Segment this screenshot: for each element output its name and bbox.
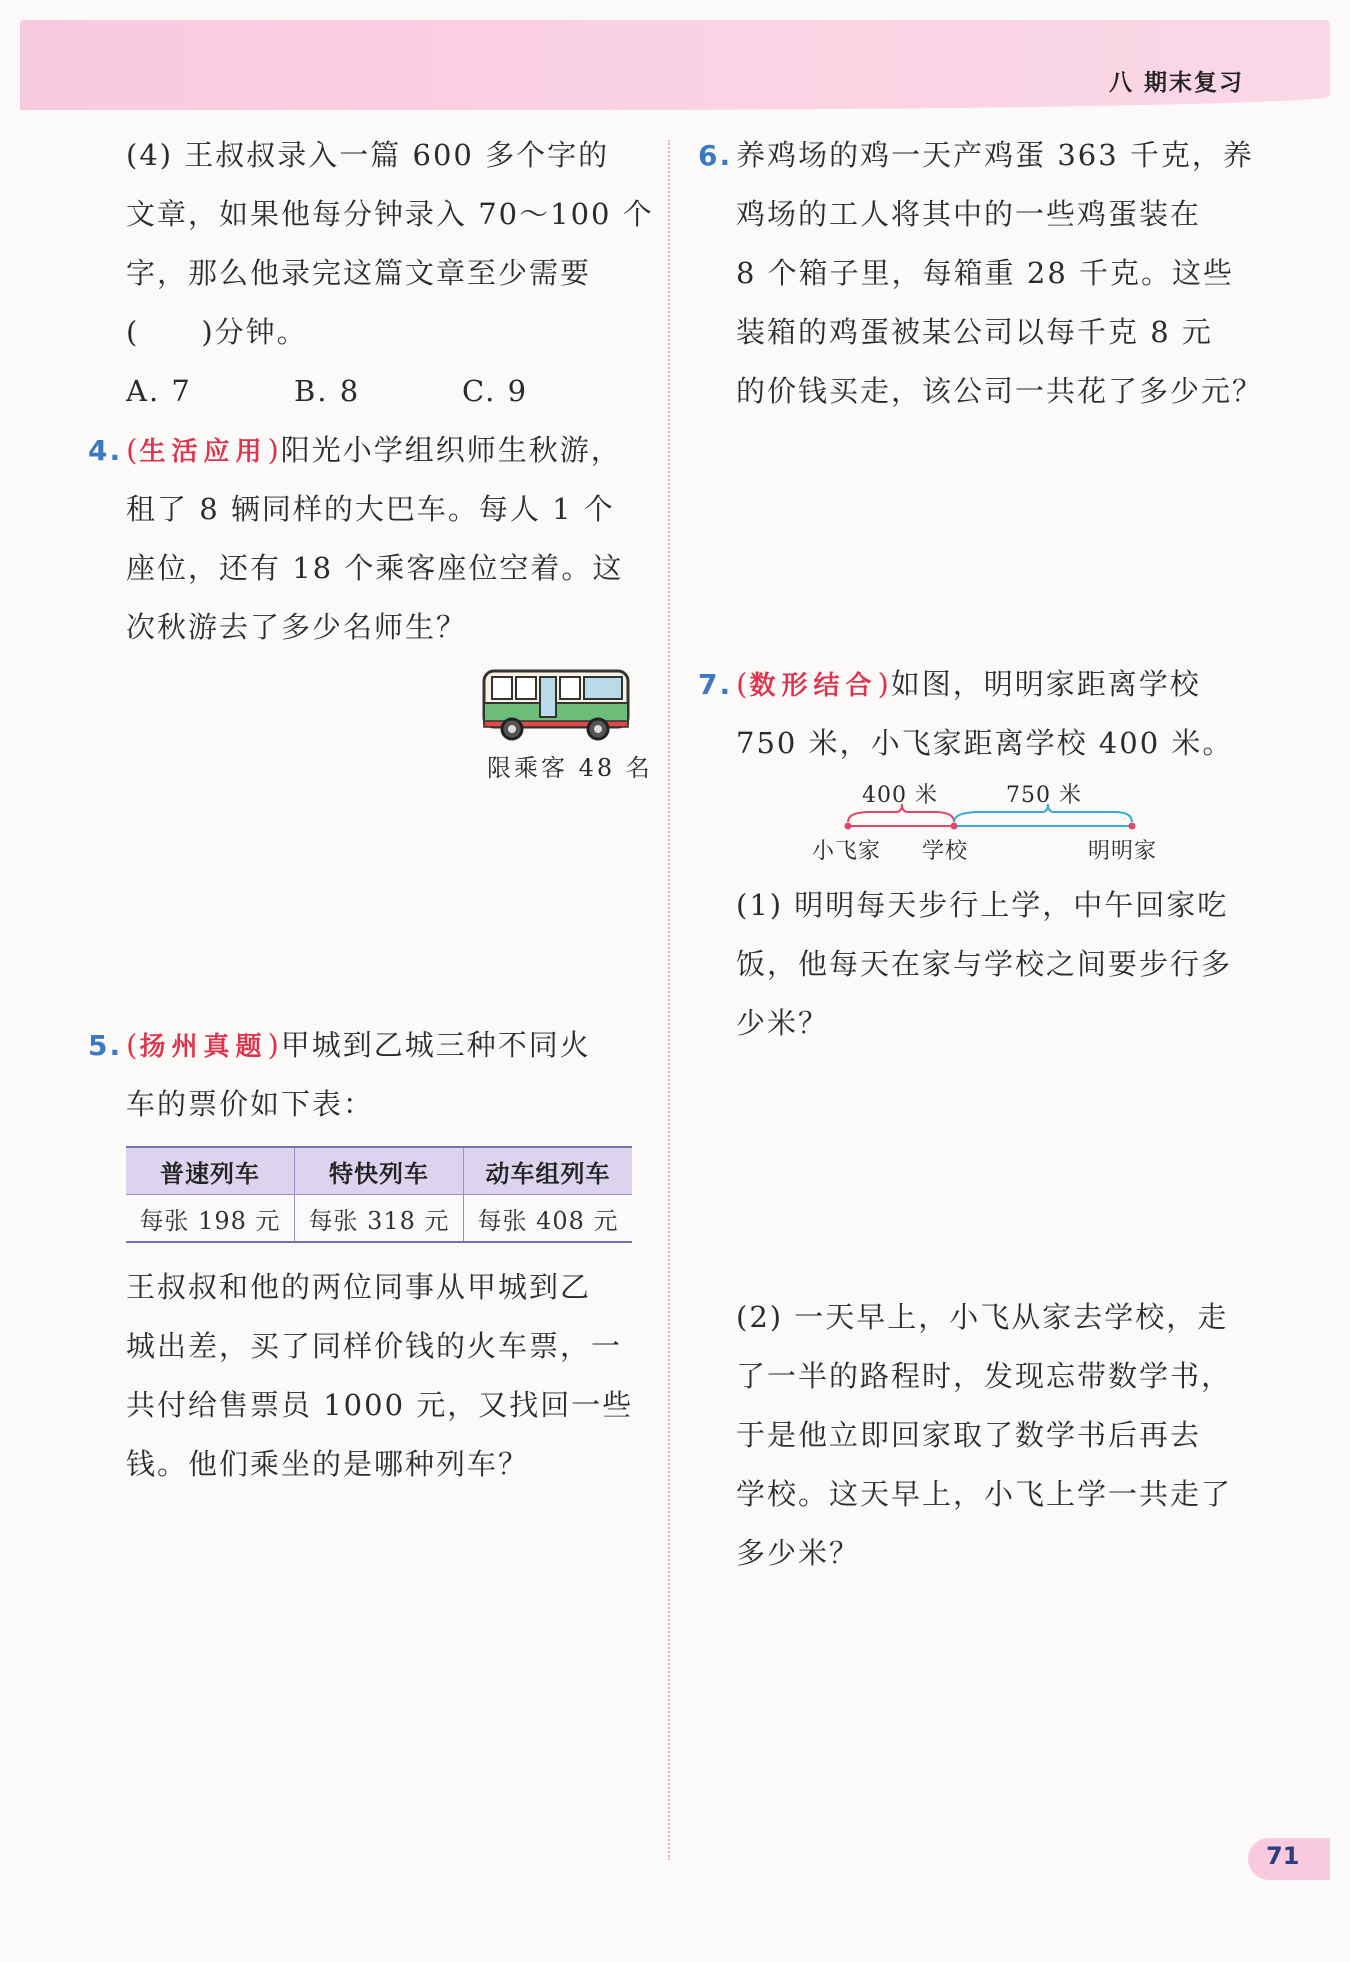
text-line: 750 米，小飞家距离学校 400 米。: [736, 726, 1234, 760]
bus-capacity-caption: 限乘客 48 名: [487, 754, 653, 782]
text-line: 租了 8 辆同样的大巴车。每人 1 个: [126, 492, 615, 526]
question-5-first-line: 5. (扬州真题)甲城到乙城三种不同火: [88, 1016, 591, 1075]
text-line: 的价钱买走，该公司一共花了多少元？: [736, 374, 1264, 408]
question-tag: 扬州真题: [139, 1032, 268, 1062]
text-line: 钱。他们乘坐的是哪种列车？: [126, 1447, 530, 1481]
page-number: 71: [1266, 1842, 1300, 1870]
table-cell: 每张 408 元: [464, 1195, 632, 1243]
bus-illustration: [478, 665, 634, 743]
question-tag: 生活应用: [139, 437, 268, 467]
table-header: 普速列车: [126, 1147, 294, 1195]
table-cell: 每张 198 元: [126, 1195, 294, 1243]
text-line: 8 个箱子里，每箱重 28 千克。这些: [736, 256, 1235, 290]
text-line: 王叔叔和他的两位同事从甲城到乙: [126, 1270, 592, 1304]
text-line: 甲城到乙城三种不同火: [280, 1028, 591, 1062]
question-4: [88, 421, 623, 657]
text-line: (4) 王叔叔录入一篇 600 多个字的: [126, 138, 610, 172]
text-line: 了一半的路程时，发现忘带数学书，: [736, 1359, 1233, 1393]
chapter-title: 八 期末复习: [1108, 70, 1244, 96]
question-number: 4.: [88, 434, 123, 467]
text-line: ( )分钟。: [126, 315, 308, 349]
text-line: 少米？: [736, 1006, 830, 1040]
question-tag: 数形结合: [749, 671, 878, 701]
text-line: 字，那么他录完这篇文章至少需要: [126, 256, 592, 290]
option-a: A. 7: [126, 374, 192, 408]
mingming-home-label: 明明家: [1088, 839, 1158, 864]
text-line: 城出差，买了同样价钱的火车票，一: [126, 1329, 623, 1363]
answer-options: [126, 362, 654, 421]
text-line: 如图，明明家距离学校: [890, 667, 1201, 701]
text-line: 座位，还有 18 个乘客座位空着。这: [126, 551, 624, 585]
question-7-first-line: 7. (数形结合)如图，明明家距离学校: [698, 655, 1233, 714]
text-line: 装箱的鸡蛋被某公司以每千克 8 元: [736, 315, 1213, 349]
text-line: 鸡场的工人将其中的一些鸡蛋装在: [736, 197, 1202, 231]
school-dot: [951, 823, 958, 830]
text-line: 车的票价如下表：: [126, 1087, 375, 1121]
fare-table: [126, 1146, 632, 1243]
text-line: 阳光小学组织师生秋游，: [280, 433, 622, 467]
text-line: 多少米？: [736, 1536, 861, 1570]
text-line: (2) 一天早上，小飞从家去学校，走: [736, 1300, 1229, 1334]
left-distance-label: 400 米: [862, 783, 938, 808]
question-6-first-line: [698, 126, 1263, 185]
text-line: 学校。这天早上，小飞上学一共走了: [736, 1477, 1233, 1511]
text-line: 养鸡场的鸡一天产鸡蛋 363 千克，养: [736, 138, 1254, 172]
question-7-part-1: [736, 876, 1232, 1053]
column-divider: [668, 140, 670, 1860]
question-7-part-2: [736, 1288, 1232, 1583]
distance-diagram: [800, 780, 1180, 880]
table-cell: 每张 318 元: [294, 1195, 463, 1243]
right-distance-label: 750 米: [1006, 783, 1082, 808]
home-xiaofei-dot: [845, 823, 852, 830]
text-line: (1) 明明每天步行上学，中午回家吃: [736, 888, 1229, 922]
question-6: [698, 126, 1263, 421]
text-line: 次秋游去了多少名师生？: [126, 610, 468, 644]
table-header: 特快列车: [294, 1147, 463, 1195]
question-7: [698, 655, 1233, 773]
text-line: 共付给售票员 1000 元，又找回一些: [126, 1388, 634, 1422]
option-b: B. 8: [294, 374, 361, 408]
question-4-first-line: 4. (生活应用)阳光小学组织师生秋游，: [88, 421, 623, 480]
question-3-part-4: [126, 126, 654, 421]
table-header-row: [126, 1147, 632, 1195]
option-c: C. 9: [462, 374, 529, 408]
table-header: 动车组列车: [464, 1147, 632, 1195]
home-mingming-dot: [1129, 823, 1136, 830]
text-line: 饭，他每天在家与学校之间要步行多: [736, 947, 1233, 981]
question-5-body: [126, 1258, 633, 1494]
school-label: 学校: [922, 839, 969, 864]
xiaofei-home-label: 小飞家: [812, 839, 882, 864]
question-number: 6.: [698, 139, 733, 172]
text-line: 于是他立即回家取了数学书后再去: [736, 1418, 1202, 1452]
text-line: 文章，如果他每分钟录入 70～100 个: [126, 197, 654, 231]
question-5: [88, 1016, 591, 1134]
table-row: [126, 1195, 632, 1243]
question-number: 7.: [698, 668, 733, 701]
question-number: 5.: [88, 1029, 123, 1062]
